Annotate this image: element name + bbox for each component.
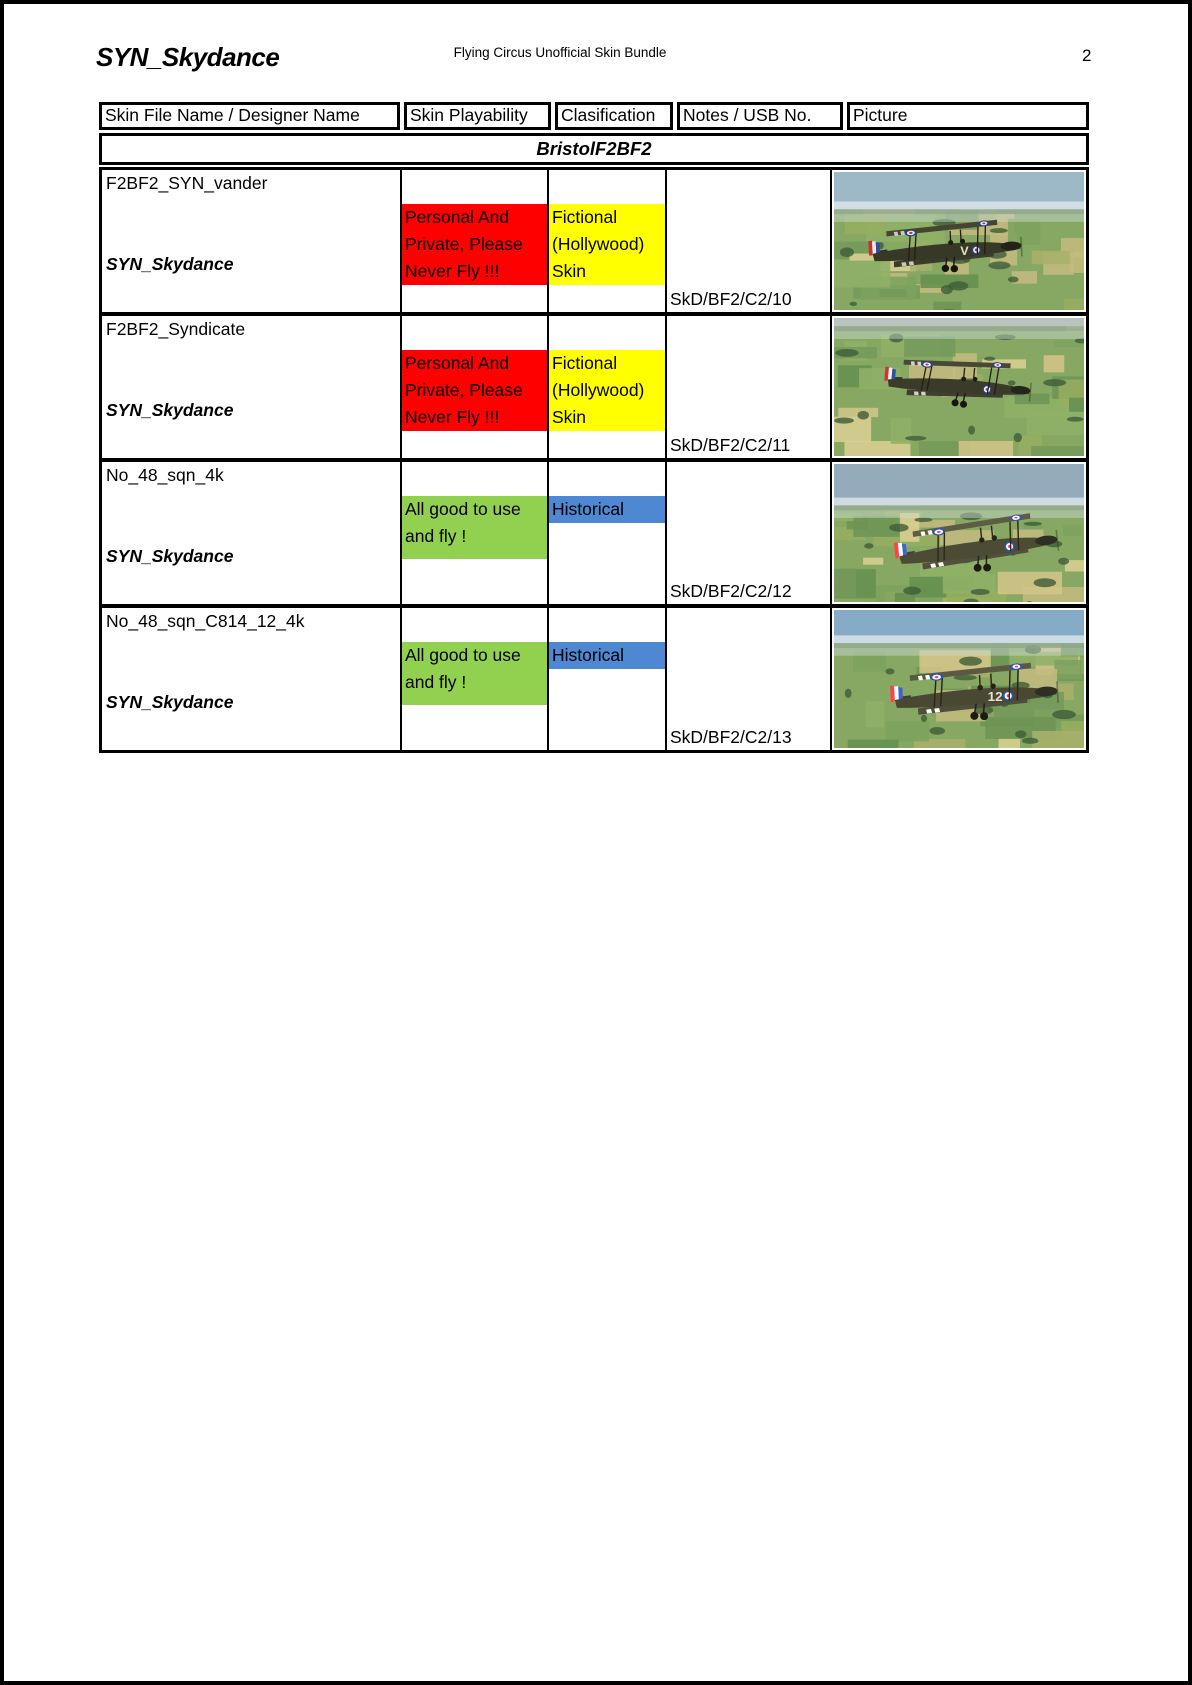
- playability-cell: [400, 316, 547, 458]
- column-header-picture: Picture: [847, 102, 1089, 130]
- classification-badge: Fictional (Hollywood) Skin: [549, 350, 665, 431]
- skin-picture-biplane: [834, 610, 1084, 748]
- playability-cell: [400, 462, 547, 604]
- table-header-row: [99, 102, 1089, 130]
- skin-name-cell: [102, 608, 400, 750]
- picture-cell: [830, 462, 1086, 604]
- notes-cell: [665, 316, 830, 458]
- designer-name: SYN_Skydance: [106, 546, 234, 566]
- usb-number: SkD/BF2/C2/13: [670, 727, 792, 747]
- usb-number: SkD/BF2/C2/10: [670, 289, 792, 309]
- classification-badge: Historical: [549, 496, 665, 523]
- aircraft-group-row: BristolF2BF2: [99, 133, 1089, 165]
- svg-text:12: 12: [987, 689, 1003, 705]
- skin-picture-biplane: [834, 464, 1084, 602]
- picture-cell: [830, 170, 1086, 312]
- classification-cell: [547, 608, 665, 750]
- skins-table: [99, 102, 1089, 753]
- document-subtitle: Flying Circus Unofficial Skin Bundle: [453, 45, 667, 60]
- playability-cell: [400, 170, 547, 312]
- skin-file-name: No_48_sqn_4k: [106, 465, 224, 485]
- skin-file-name: No_48_sqn_C814_12_4k: [106, 611, 305, 631]
- classification-badge: Historical: [549, 642, 665, 669]
- playability-badge: Personal And Private, Please Never Fly !!!: [402, 204, 547, 285]
- playability-cell: [400, 608, 547, 750]
- playability-badge: All good to use and fly !: [402, 496, 547, 559]
- classification-cell: [547, 316, 665, 458]
- table-row: [102, 312, 1086, 458]
- skin-picture-biplane: [834, 318, 1084, 456]
- skin-file-name: F2BF2_SYN_vander: [106, 173, 268, 193]
- column-header-notes-usb-no: Notes / USB No.: [677, 102, 843, 130]
- usb-number: SkD/BF2/C2/11: [670, 435, 791, 455]
- page-number: 2: [1082, 46, 1092, 65]
- classification-cell: [547, 462, 665, 604]
- picture-cell: [830, 608, 1086, 750]
- playability-badge: Personal And Private, Please Never Fly !!!: [402, 350, 547, 431]
- column-header-skin-playability: Skin Playability: [404, 102, 551, 130]
- classification-badge: Fictional (Hollywood) Skin: [549, 204, 665, 285]
- designer-name: SYN_Skydance: [106, 692, 234, 712]
- column-header-clasification: Clasification: [555, 102, 673, 130]
- classification-cell: [547, 170, 665, 312]
- skin-picture-biplane: [834, 172, 1084, 310]
- table-body: [99, 167, 1089, 753]
- svg-text:V: V: [960, 243, 969, 258]
- skin-name-cell: [102, 316, 400, 458]
- table-row: [102, 458, 1086, 604]
- page-title: SYN_Skydance: [96, 42, 280, 72]
- notes-cell: [665, 462, 830, 604]
- skin-name-cell: [102, 170, 400, 312]
- designer-name: SYN_Skydance: [106, 400, 234, 420]
- usb-number: SkD/BF2/C2/12: [670, 581, 792, 601]
- notes-cell: [665, 170, 830, 312]
- skin-file-name: F2BF2_Syndicate: [106, 319, 246, 339]
- table-row: [102, 170, 1086, 312]
- designer-name: SYN_Skydance: [106, 254, 234, 274]
- picture-cell: [830, 316, 1086, 458]
- notes-cell: [665, 608, 830, 750]
- playability-badge: All good to use and fly !: [402, 642, 547, 705]
- column-header-skin-file-name: Skin File Name / Designer Name: [99, 102, 400, 130]
- table-row: [102, 604, 1086, 750]
- skin-name-cell: [102, 462, 400, 604]
